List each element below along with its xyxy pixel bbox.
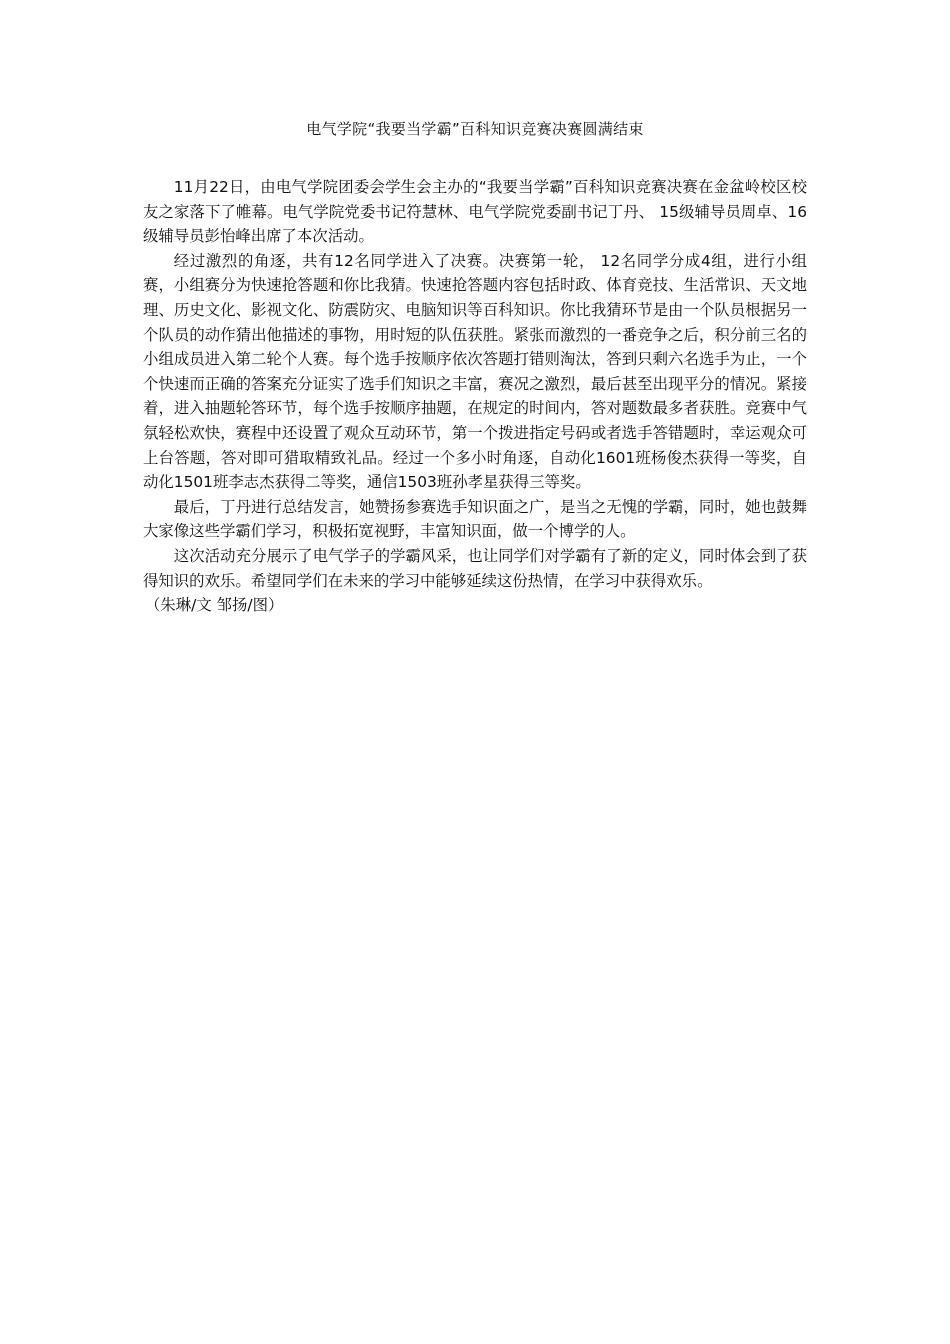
paragraph-4: 这次活动充分展示了电气学子的学霸风采，也让同学们对学霸有了新的定义，同时体会到了获得知识的欢乐。希望同学们在未来的学习中能够延续这份热情，在学习中获得欢乐。 [143, 546, 807, 590]
paragraph-3: 最后，丁丹进行总结发言，她赞扬参赛选手知识面之广，是当之无愧的学霸，同时，她也鼓舞大家像这些学霸们学习，积极拓宽视野，丰富知识面，做一个博学的人。 [143, 497, 807, 541]
document-body [143, 175, 807, 618]
document-title: 电气学院“我要当学霸”百科知识竞赛决赛圆满结束 [306, 120, 644, 138]
paragraph-1: 11月22日，由电气学院团委会学生会主办的“我要当学霸”百科知识竞赛决赛在金盆岭校区校友之家落下了帷幕。电气学院党委书记符慧林、电气学院党委副书记丁丹、 15级辅导员周卓、16级辅导员彭怡峰出席了本次活动。 [143, 178, 807, 246]
document-page [143, 118, 807, 618]
author-byline: （朱琳/文 邹扬/图） [145, 596, 284, 615]
paragraph-2: 经过激烈的角逐，共有12名同学进入了决赛。决赛第一轮， 12名同学分成4组，进行小组赛，小组赛分为快速抢答题和你比我猜。快速抢答题内容包括时政、体育竞技、生活常识、天文地理、历史文化、影视文化、防震防灾、电脑知识等百科知识。你比我猜环节是由一个队员根据另一个队员的动作猜出他描述的事物，用时短的队伍获胜。紧张而激烈的一番竞争之后，积分前三名的小组成员进入第二轮个人赛。每个选手按顺序依次答题打错则淘汰，答到只剩六名选手为止，一个个快速而正确的答案充分证实了选手们知识之丰富，赛况之激烈，最后甚至出现平分的情况。紧接着，进入抽题轮答环节，每个选手按顺序抽题，在规定的时间内，答对题数最多者获胜。竞赛中气氛轻松欢快，赛程中还设置了观众互动环节，第一个拨进指定号码或者选手答错题时，幸运观众可上台答题，答对即可猎取精致礼品。经过一个多小时角逐，自动化1601班杨俊杰获得一等奖，自动化1501班李志杰获得二等奖，通信1503班孙孝星获得三等奖。 [143, 251, 807, 492]
